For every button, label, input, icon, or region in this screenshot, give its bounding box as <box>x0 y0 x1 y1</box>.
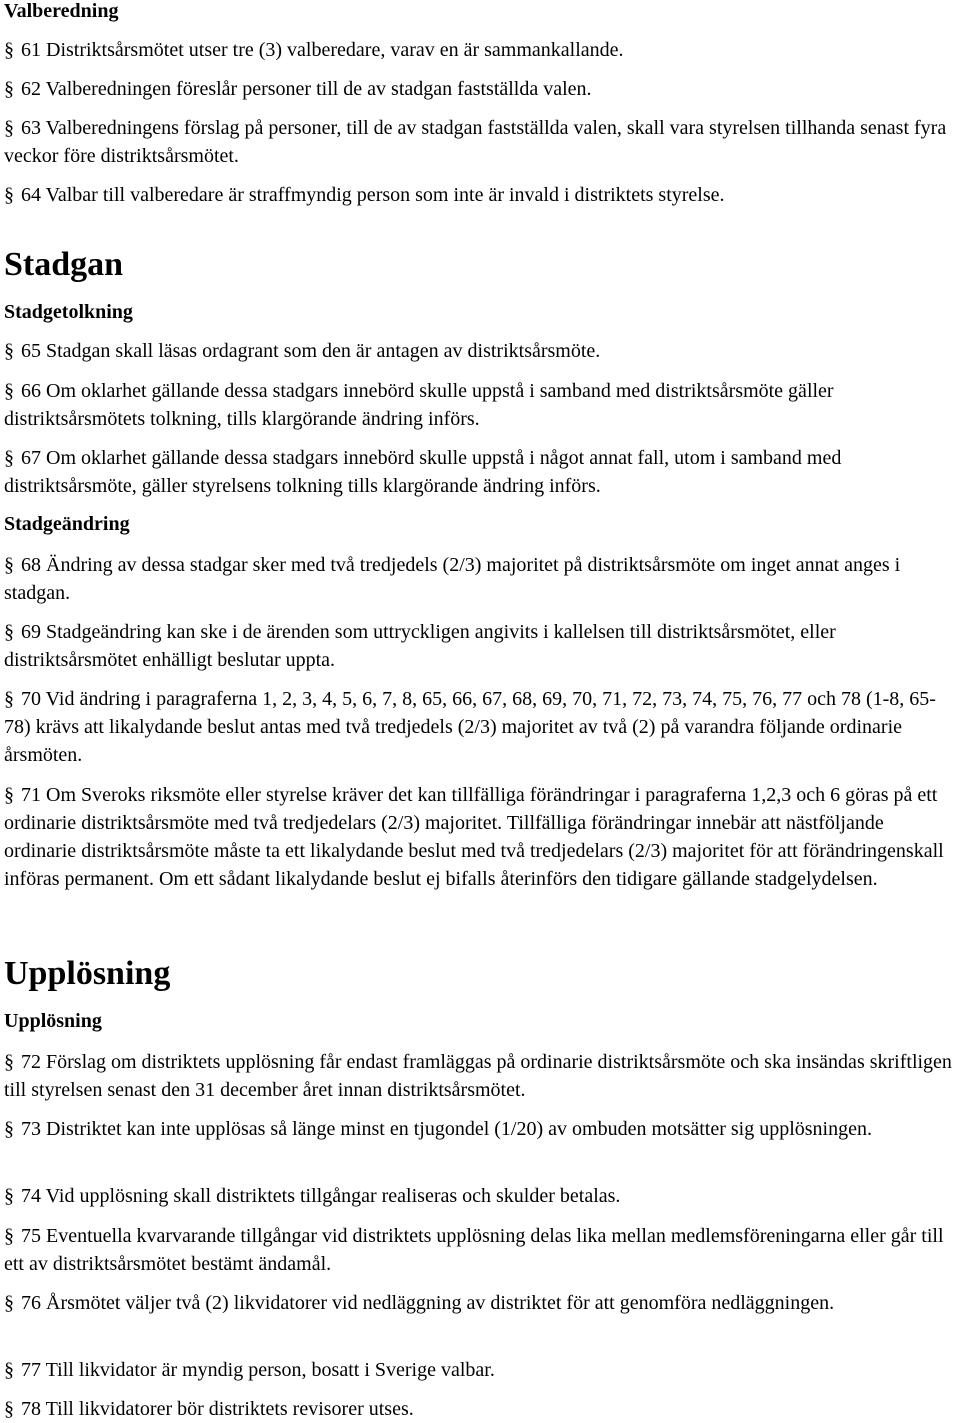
paragraph-67 <box>4 444 956 500</box>
section-sign: § <box>4 1185 14 1207</box>
paragraph-text: 72 Förslag om distriktets upplösning får endast framläggas på ordinarie distriktsårsmöte och ska insändas skriftligen till styrelsen senast den 31 december året innan distriktsårsmötet. <box>4 1051 952 1101</box>
paragraph-text: 74 Vid upplösning skall distriktets tillgångar realiseras och skulder betalas. <box>21 1185 621 1207</box>
section-sign: § <box>4 1398 14 1420</box>
paragraph-text: 77 Till likvidator är myndig person, bosatt i Sverige valbar. <box>21 1359 495 1381</box>
paragraph-68 <box>4 551 956 607</box>
section-sign: § <box>4 184 14 206</box>
paragraph-text: 64 Valbar till valberedare är straffmyndig person som inte är invald i distriktets styrelse. <box>21 184 725 206</box>
paragraph-72 <box>4 1048 956 1104</box>
section-sign: § <box>4 117 14 139</box>
paragraph-76 <box>4 1289 956 1317</box>
paragraph-74 <box>4 1182 956 1210</box>
paragraph-text: 70 Vid ändring i paragraferna 1, 2, 3, 4, 5, 6, 7, 8, 65, 66, 67, 68, 69, 70, 71, 72, 73, 74, 75, 76, 77 och 78 (1-8, 65-78) krävs att likalydande beslut antas med två tredjedels (2/3) majoritet av två (2) på varandra följande ordinarie årsmöten. <box>4 688 936 766</box>
paragraph-73 <box>4 1115 956 1143</box>
paragraph-text: 62 Valberedningen föreslår personer till de av stadgan fastställda valen. <box>21 78 592 100</box>
paragraph-text: 71 Om Sveroks riksmöte eller styrelse kräver det kan tillfälliga förändringar i paragraferna 1,2,3 och 6 göras på ett ordinarie distriktsårsmöte med två tredjedelars (2/3) majoritet. Tillfälliga förändringar innebär att nästföljande ordinarie distriktsårsmöte måste ta ett likalydande beslut med två tredjedelars (2/3) majoritet för att förändringenskall införas permanent. Om ett sådant likalydande beslut ej bifalls återinförs den tidigare gällande stadgelydelsen. <box>4 784 944 890</box>
paragraph-65 <box>4 337 956 365</box>
paragraph-text: 78 Till likvidatorer bör distriktets revisorer utses. <box>21 1398 414 1420</box>
paragraph-61 <box>4 36 956 64</box>
section-sign: § <box>4 621 14 643</box>
paragraph-text: 68 Ändring av dessa stadgar sker med två tredjedels (2/3) majoritet på distriktsårsmöte om inget annat anges i stadgan. <box>4 554 901 604</box>
paragraph-text: 63 Valberedningens förslag på personer, till de av stadgan fastställda valen, skall vara styrelsen tillhanda senast fyra veckor före distriktsårsmötet. <box>4 117 947 167</box>
paragraph-text: 66 Om oklarhet gällande dessa stadgars innebörd skulle uppstå i samband med distriktsårsmöte gäller distriktsårsmötets tolkning, tills klargörande ändring införs. <box>4 380 834 430</box>
paragraph-text: 75 Eventuella kvarvarande tillgångar vid distriktets upplösning delas lika mellan medlemsföreningarna eller går till ett av distriktsårsmötet bestämt ändamål. <box>4 1225 944 1275</box>
paragraph-text: 73 Distriktet kan inte upplösas så länge minst en tjugondel (1/20) av ombuden motsätter sig upplösningen. <box>21 1118 872 1140</box>
subsection-heading: Stadgetolkning <box>4 301 133 323</box>
subsection-heading: Upplösning <box>4 1010 102 1032</box>
paragraph-66 <box>4 377 956 433</box>
paragraph-69 <box>4 618 956 674</box>
section-sign: § <box>4 554 14 576</box>
subsection-heading: Valberedning <box>4 0 119 22</box>
paragraph-text: 61 Distriktsårsmötet utser tre (3) valberedare, varav en är sammankallande. <box>21 39 624 61</box>
section-sign: § <box>4 39 14 61</box>
paragraph-70 <box>4 685 956 769</box>
paragraph-text: 67 Om oklarhet gällande dessa stadgars innebörd skulle uppstå i något annat fall, utom i samband med distriktsårsmöte, gäller styrelsens tolkning tills klargörande ändring införs. <box>4 447 842 497</box>
paragraph-75 <box>4 1222 956 1278</box>
section-sign: § <box>4 447 14 469</box>
paragraph-64 <box>4 181 956 209</box>
subsection-heading: Stadgeändring <box>4 513 130 535</box>
section-sign: § <box>4 688 14 710</box>
paragraph-77 <box>4 1356 956 1384</box>
paragraph-78 <box>4 1395 956 1423</box>
section-sign: § <box>4 1359 14 1381</box>
section-sign: § <box>4 784 14 806</box>
paragraph-63 <box>4 114 956 170</box>
paragraph-text: 69 Stadgeändring kan ske i de ärenden som uttryckligen angivits i kallelsen till distriktsårsmötet, eller distriktsårsmötet enhälligt beslutar uppta. <box>4 621 836 671</box>
section-heading: Upplösning <box>4 955 171 992</box>
section-sign: § <box>4 1051 14 1073</box>
section-sign: § <box>4 1118 14 1140</box>
section-sign: § <box>4 1292 14 1314</box>
section-sign: § <box>4 78 14 100</box>
paragraph-62 <box>4 75 956 103</box>
section-sign: § <box>4 380 14 402</box>
section-sign: § <box>4 340 14 362</box>
paragraph-text: 65 Stadgan skall läsas ordagrant som den är antagen av distriktsårsmöte. <box>21 340 601 362</box>
paragraph-71 <box>4 781 956 893</box>
section-heading: Stadgan <box>4 246 124 283</box>
paragraph-text: 76 Årsmötet väljer två (2) likvidatorer vid nedläggning av distriktet för att genomföra nedläggningen. <box>21 1292 835 1314</box>
section-sign: § <box>4 1225 14 1247</box>
